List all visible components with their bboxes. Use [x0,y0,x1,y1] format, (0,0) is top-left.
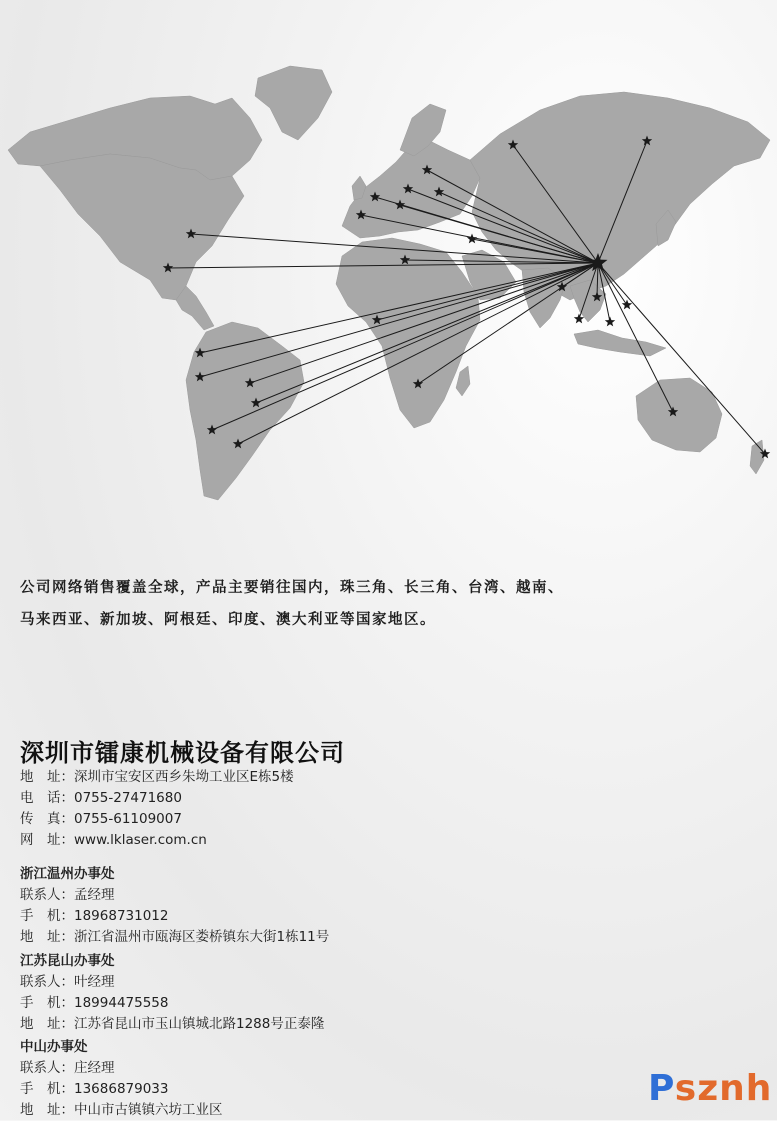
office-mobile-row [20,993,324,1014]
office-kunshan [20,950,324,1035]
landmass-australia [636,378,722,452]
landmass-asia [470,92,770,300]
landmass-madagascar [456,366,470,396]
mobile-value: 13686879033 [74,1081,169,1097]
office-address-row [20,927,329,948]
office-mobile-row [20,1079,223,1100]
website-value[interactable]: www.lklaser.com.cn [74,832,207,848]
address-label: 地 址： [20,769,74,785]
intro-line-1: 公司网络销售覆盖全球，产品主要销往国内，珠三角、长三角、台湾、越南、 [20,580,564,596]
office-title: 江苏昆山办事处 [20,953,115,969]
office-address-row [20,1014,324,1035]
contact-label: 联系人： [20,1060,74,1076]
office-wenzhou [20,863,329,948]
landmass-greenland [255,66,332,140]
company-phone-row [20,788,294,809]
office-contact-row [20,972,324,993]
mobile-label: 手 机： [20,1081,74,1097]
address-value: 中山市古镇镇六坊工业区 [74,1102,223,1118]
contact-value: 孟经理 [74,887,115,903]
office-contact-row [20,1058,223,1079]
address-label: 地 址： [20,929,74,945]
company-name: 深圳市镭康机械设备有限公司 [20,739,345,767]
watermark-logo [648,1068,772,1109]
company-address-row [20,767,294,788]
contact-label: 联系人： [20,887,74,903]
office-title: 中山办事处 [20,1039,88,1055]
landmass-south-america [186,322,304,500]
office-address-row [20,1100,223,1121]
office-mobile-row [20,906,329,927]
fax-value: 0755-61109007 [74,811,182,827]
address-label: 地 址： [20,1102,74,1118]
phone-label: 电 话： [20,790,74,806]
address-label: 地 址： [20,1016,74,1032]
address-value: 深圳市宝安区西乡朱坳工业区E栋5楼 [74,769,294,785]
office-title: 浙江温州办事处 [20,866,115,882]
phone-value: 0755-27471680 [74,790,182,806]
fax-label: 传 真： [20,811,74,827]
intro-line-2: 马来西亚、新加坡、阿根廷、印度、澳大利亚等国家地区。 [20,612,436,628]
office-contact-row [20,885,329,906]
address-value: 浙江省温州市瓯海区娄桥镇东大街1栋11号 [74,929,330,945]
company-fax-row [20,809,294,830]
company-contact [20,767,294,851]
website-label: 网 址： [20,832,74,848]
landmass-central-america [176,286,214,330]
star-icon [467,234,477,244]
star-icon [605,317,615,327]
mobile-label: 手 机： [20,995,74,1011]
logo-rest: sznh [674,1068,773,1109]
company-website-row [20,830,294,851]
coverage-intro [20,572,740,636]
office-zhongshan [20,1036,223,1121]
mobile-value: 18994475558 [74,995,169,1011]
contact-label: 联系人： [20,974,74,990]
logo-first-letter: P [648,1068,675,1109]
world-map [0,0,777,520]
address-value: 江苏省昆山市玉山镇城北路1288号正泰隆 [74,1016,325,1032]
mobile-label: 手 机： [20,908,74,924]
landmass-indonesia [574,330,666,356]
mobile-value: 18968731012 [74,908,169,924]
contact-value: 叶经理 [74,974,115,990]
contact-value: 庄经理 [74,1060,115,1076]
